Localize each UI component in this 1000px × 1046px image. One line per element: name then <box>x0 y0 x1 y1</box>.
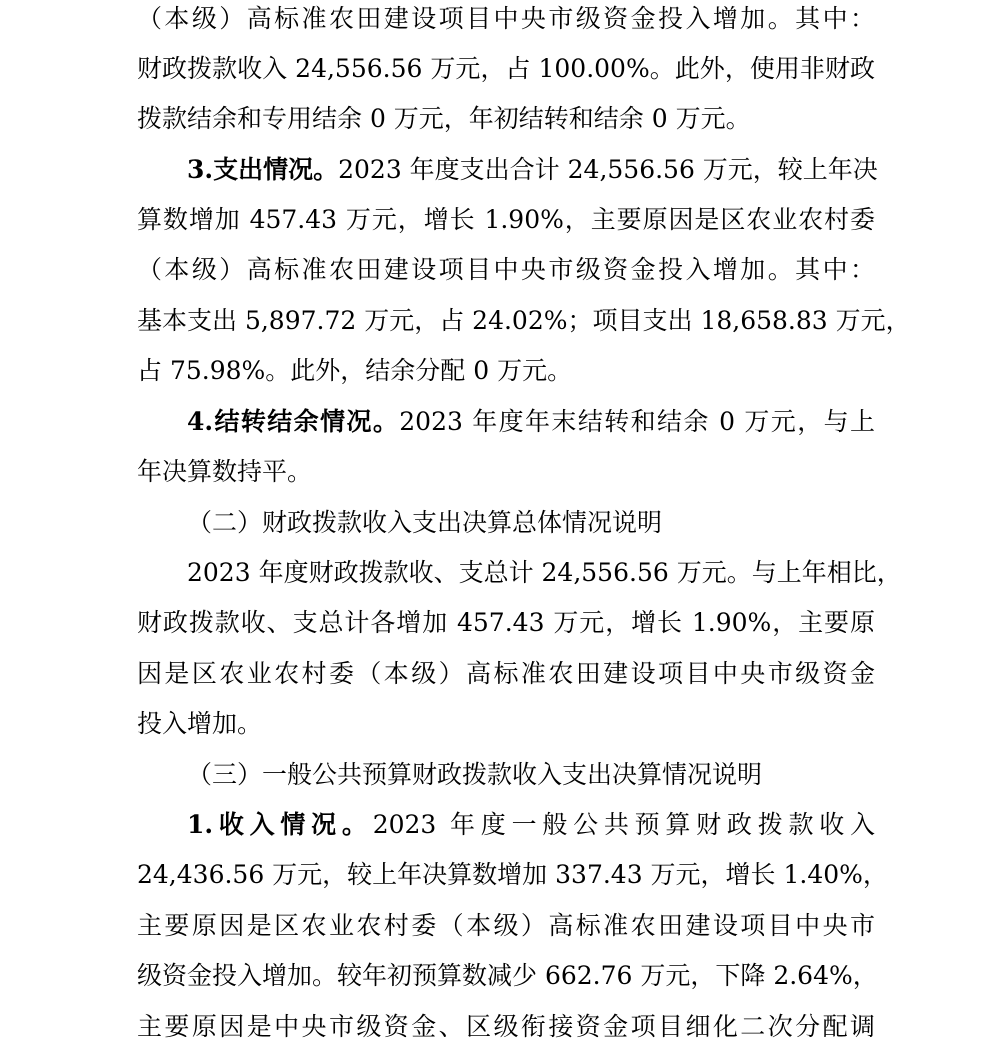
carryover-paragraph-first-line <box>187 403 875 441</box>
paragraph-text: 2023 年度年末结转和结余 0 万元，与上 <box>399 407 875 436</box>
carryover-heading: 4.结转结余情况。 <box>187 407 400 436</box>
paragraph-line: 财政拨款收入 24,556.56 万元，占 100.00%。此外，使用非财政 <box>137 54 875 83</box>
paragraph-line: 主要原因是区农业农村委（本级）高标准农田建设项目中央市 <box>137 911 875 940</box>
expenditure-paragraph-first-line <box>187 151 878 189</box>
income-paragraph-first-line <box>187 806 875 844</box>
paragraph-text: 2023 年度支出合计 24,556.56 万元，较上年决 <box>338 155 878 184</box>
paragraph-line: 财政拨款收、支总计各增加 457.43 万元，增长 1.90%，主要原 <box>137 608 875 637</box>
paragraph-line: 年决算数持平。 <box>137 457 313 486</box>
paragraph-line: 2023 年度财政拨款收、支总计 24,556.56 万元。与上年相比， <box>187 558 902 587</box>
paragraph-line: 拨款结余和专用结余 0 万元，年初结转和结余 0 万元。 <box>137 104 751 133</box>
expenditure-heading: 3.支出情况。 <box>187 155 339 184</box>
paragraph-line: 基本支出 5,897.72 万元，占 24.02%；项目支出 18,658.83 万元， <box>137 306 911 335</box>
paragraph-line: 因是区农业农村委（本级）高标准农田建设项目中央市级资金 <box>137 659 875 688</box>
paragraph-line: （本级）高标准农田建设项目中央市级资金投入增加。其中： <box>137 255 875 284</box>
paragraph-line: 占 75.98%。此外，结余分配 0 万元。 <box>137 356 573 385</box>
paragraph-line: 投入增加。 <box>137 709 263 738</box>
paragraph-line: 级资金投入增加。较年初预算数减少 662.76 万元，下降 2.64%， <box>137 961 878 990</box>
paragraph-line: （本级）高标准农田建设项目中央市级资金投入增加。其中： <box>137 4 875 33</box>
paragraph-line: 主要原因是中央市级资金、区级衔接资金项目细化二次分配调 <box>137 1012 875 1041</box>
paragraph-line: 24,436.56 万元，较上年决算数增加 337.43 万元，增长 1.40%， <box>137 860 888 889</box>
income-heading: 1.收入情况。 <box>187 810 373 839</box>
paragraph-line: 算数增加 457.43 万元，增长 1.90%，主要原因是区农业农村委 <box>137 205 875 234</box>
section-title: （二）财政拨款收入支出决算总体情况说明 <box>187 508 663 537</box>
paragraph-text: 2023 年度一般公共预算财政拨款收入 <box>372 810 875 839</box>
section-title: （三）一般公共预算财政拨款收入支出决算情况说明 <box>187 760 763 789</box>
